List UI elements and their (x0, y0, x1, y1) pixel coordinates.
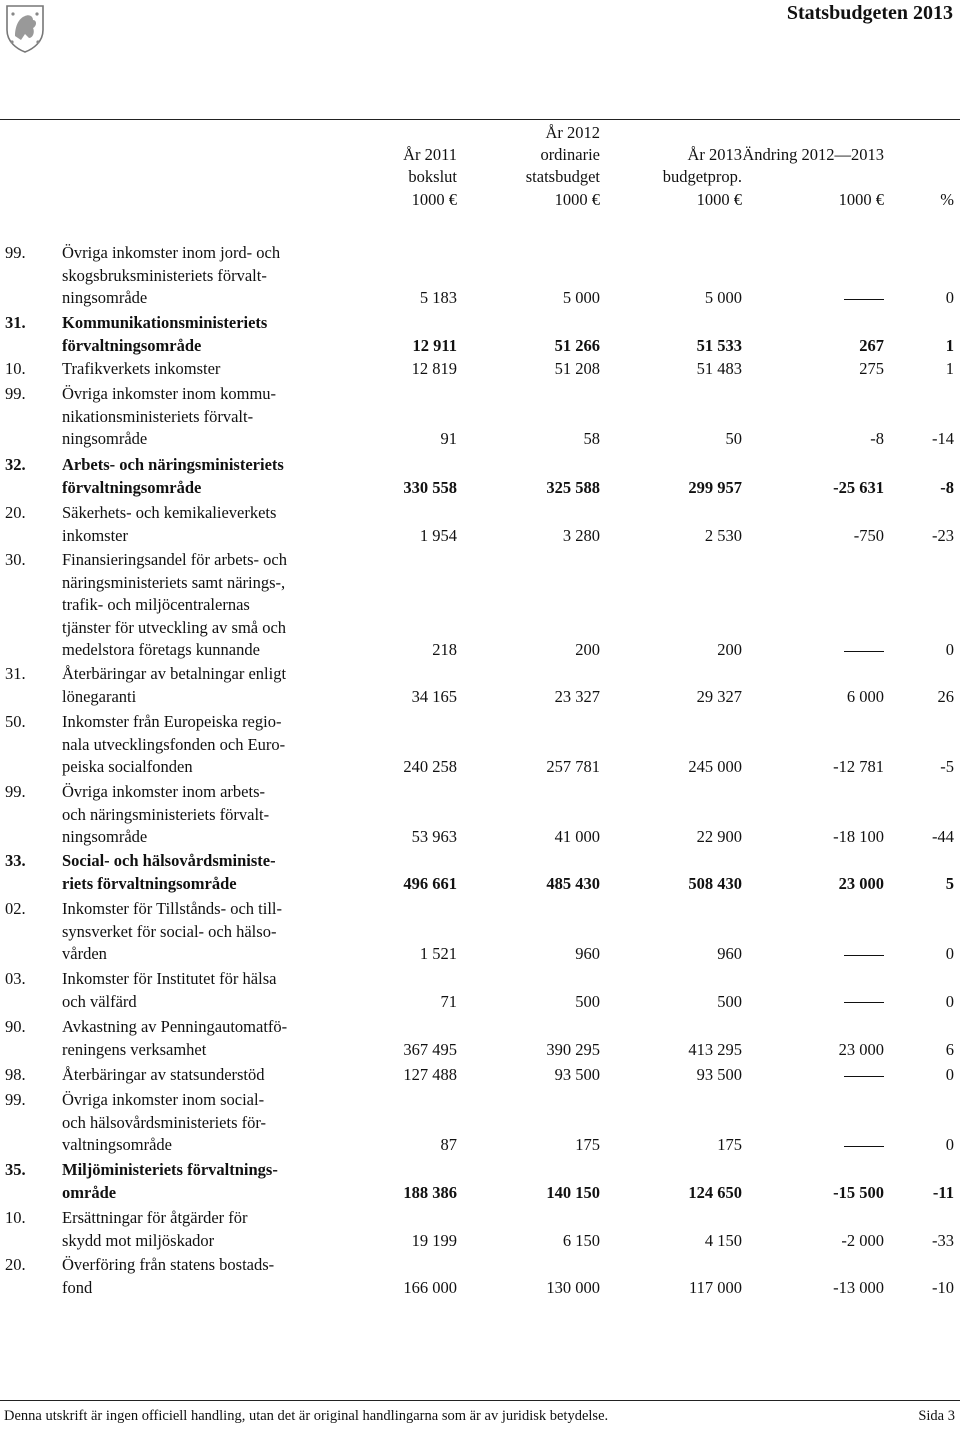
row-number: 99. (5, 384, 26, 403)
row-label-line: Finansieringsandel för arbets- och (62, 550, 287, 569)
cell-value: 5 183 (419, 288, 457, 308)
row-label-line: riets förvaltningsområde (62, 873, 237, 893)
cell-value: 200 (575, 640, 600, 660)
row-label-line: inkomster (62, 525, 128, 545)
cell-value: 257 781 (546, 757, 600, 777)
row-label-line: peiska socialfonden (62, 757, 193, 777)
cell-value: 0 (945, 991, 954, 1011)
row-number: 99. (5, 1090, 26, 1109)
row-label (62, 1065, 392, 1088)
cell-value: -23 (932, 525, 954, 545)
row-label-line: valtningsområde (62, 1135, 172, 1155)
cell-value: 53 963 (411, 827, 457, 847)
cell-value: 166 000 (403, 1277, 457, 1297)
coat-of-arms-logo (3, 2, 47, 54)
cell-value: 267 (859, 335, 884, 355)
dash-value (844, 1135, 884, 1155)
row-label (62, 712, 392, 780)
column-header (663, 144, 742, 211)
cell-value: 12 911 (412, 335, 457, 355)
dash-value (844, 944, 884, 964)
cell-value: -2 000 (841, 1230, 884, 1250)
cell-value: 93 500 (554, 1065, 600, 1084)
row-label-line: Inkomster för Tillstånds- och till- (62, 899, 282, 918)
cell-value: 23 000 (838, 1039, 884, 1059)
row-label-line: skogsbruksministeriets förvalt- (62, 265, 267, 285)
row-label-line: och välfärd (62, 991, 137, 1011)
row-number: 31. (5, 313, 26, 332)
row-number: 99. (5, 782, 26, 801)
cell-value: 299 957 (688, 477, 742, 497)
row-label (62, 503, 392, 548)
row-label-line: ningsområde (62, 288, 148, 308)
row-label-line: Arbets- och näringsministeriets (62, 455, 284, 474)
row-label (62, 969, 392, 1014)
cell-value: 367 495 (403, 1039, 457, 1059)
row-label-line: Återbäringar av betalningar enligt (62, 664, 287, 683)
cell-value: -44 (932, 827, 954, 847)
row-label (62, 851, 392, 896)
cell-value: 51 533 (696, 335, 742, 355)
row-label-line: fond (62, 1277, 93, 1297)
column-header-line: statsbudget (525, 167, 600, 187)
cell-value: -18 100 (833, 827, 884, 847)
row-label-line: nikationsministeriets förvalt- (62, 406, 254, 426)
cell-value: 91 (440, 429, 457, 449)
row-label (62, 782, 392, 850)
row-number: 20. (5, 503, 26, 522)
row-number: 10. (5, 359, 26, 378)
row-label (62, 1017, 392, 1062)
row-number: 35. (5, 1160, 26, 1179)
row-label-line: ningsområde (62, 429, 148, 449)
cell-value: -13 000 (833, 1277, 884, 1297)
cell-value: 6 000 (846, 686, 884, 706)
column-header-line: budgetprop. (662, 167, 742, 187)
column-header (403, 144, 457, 211)
row-label-line: reningens verksamhet (62, 1039, 207, 1059)
row-label (62, 384, 392, 452)
cell-value: 124 650 (688, 1182, 742, 1202)
row-label (62, 1208, 392, 1253)
row-label (62, 664, 392, 709)
row-label-line: Överföring från statens bostads- (62, 1255, 275, 1274)
cell-value: 29 327 (696, 686, 742, 706)
cell-value: 5 000 (704, 288, 742, 308)
row-label (62, 1160, 392, 1205)
dash-line (844, 651, 884, 652)
cell-value: -750 (853, 525, 884, 545)
row-label-line: synsverket för social- och hälso- (62, 921, 277, 941)
footer-disclaimer: Denna utskrift är ingen officiell handling, utan det är original handlingarna som är av juridisk betydelse. (4, 1408, 609, 1424)
row-label-line: ningsområde (62, 827, 148, 847)
row-label-line: Social- och hälsovårdsministe- (62, 851, 276, 870)
cell-value: 34 165 (411, 686, 457, 706)
dash-line (844, 1146, 884, 1147)
row-label-line: och hälsovårdsministeriets för- (62, 1112, 267, 1132)
row-number: 98. (5, 1065, 26, 1084)
row-label (62, 243, 392, 311)
cell-value: 275 (859, 359, 884, 378)
row-label-line: trafik- och miljöcentralernas (62, 595, 250, 615)
column-header-line: År 2012 (545, 122, 600, 142)
cell-value: 26 (937, 686, 954, 706)
column-header-line: År 2013 (687, 145, 742, 165)
row-label-line: Inkomster för Institutet för hälsa (62, 969, 277, 988)
row-label (62, 313, 392, 358)
cell-value: 22 900 (696, 827, 742, 847)
cell-value: 390 295 (546, 1039, 600, 1059)
cell-value: -11 (932, 1182, 954, 1202)
column-header-line: År 2011 (403, 145, 457, 165)
cell-value: 58 (583, 429, 600, 449)
column-header-line (742, 166, 884, 188)
cell-value: -10 (932, 1277, 954, 1297)
row-label-line: Säkerhets- och kemikalieverkets (62, 503, 277, 522)
cell-value: 51 266 (554, 335, 600, 355)
cell-value: 1 (945, 359, 954, 378)
row-number: 30. (5, 550, 26, 569)
row-number: 33. (5, 851, 26, 870)
dash-value (844, 1065, 884, 1085)
cell-value: 1 (945, 335, 954, 355)
cell-value: 87 (440, 1135, 457, 1155)
cell-value: 496 661 (403, 873, 457, 893)
footer-divider (0, 1400, 960, 1401)
row-label-line: näringsministeriets samt närings-, (62, 572, 286, 592)
cell-value: 12 819 (411, 359, 457, 378)
row-number: 50. (5, 712, 26, 731)
row-label (62, 1255, 392, 1300)
dash-line (844, 955, 884, 956)
column-header-line: % (940, 189, 954, 209)
cell-value: -5 (940, 757, 954, 777)
cell-value: 4 150 (704, 1230, 742, 1250)
cell-value: 50 (725, 429, 742, 449)
page-number: Sida 3 (918, 1408, 955, 1424)
cell-value: 200 (717, 640, 742, 660)
cell-value: 0 (945, 640, 954, 660)
cell-value: 71 (440, 991, 457, 1011)
row-label (62, 550, 392, 663)
header-divider (0, 119, 960, 120)
cell-value: -33 (932, 1230, 954, 1250)
row-label-line: Övriga inkomster inom jord- och (62, 243, 281, 262)
cell-value: -8 (870, 429, 884, 449)
cell-value: 19 199 (411, 1230, 457, 1250)
cell-value: 500 (717, 991, 742, 1011)
cell-value: -12 781 (833, 757, 884, 777)
cell-value: 23 327 (554, 686, 600, 706)
page-title: Statsbudgeten 2013 (786, 2, 953, 24)
column-header (742, 144, 884, 211)
cell-value: 175 (575, 1135, 600, 1155)
row-label-line: Kommunikationsministeriets (62, 313, 268, 332)
row-label-line: Ersättningar för åtgärder för (62, 1208, 248, 1227)
row-label-line: vården (62, 944, 107, 964)
cell-value: 51 483 (696, 359, 742, 378)
row-number: 90. (5, 1017, 26, 1036)
row-label-line: förvaltningsområde (62, 335, 202, 355)
cell-value: 500 (575, 991, 600, 1011)
dash-value (844, 288, 884, 308)
column-header (940, 189, 954, 211)
row-number: 03. (5, 969, 26, 988)
row-label-line: medelstora företags kunnande (62, 640, 260, 660)
cell-value: 508 430 (688, 873, 742, 893)
row-number: 02. (5, 899, 26, 918)
row-label-line: Övriga inkomster inom kommu- (62, 384, 277, 403)
cell-value: 127 488 (403, 1065, 457, 1084)
row-number: 10. (5, 1208, 26, 1227)
cell-value: 413 295 (688, 1039, 742, 1059)
cell-value: -8 (940, 477, 954, 497)
cell-value: 0 (945, 288, 954, 308)
dash-line (844, 299, 884, 300)
row-label-line: skydd mot miljöskador (62, 1230, 215, 1250)
row-label-line: lönegaranti (62, 686, 137, 706)
row-label-line: Återbäringar av statsunderstöd (62, 1065, 265, 1084)
row-label-line: Avkastning av Penningautomatfö- (62, 1017, 288, 1036)
row-label-line: förvaltningsområde (62, 477, 202, 497)
cell-value: 2 530 (704, 525, 742, 545)
dash-value (844, 640, 884, 660)
dash-value (844, 992, 884, 1012)
cell-value: 960 (717, 944, 742, 964)
cell-value: 51 208 (554, 359, 600, 378)
row-label-line: område (62, 1182, 117, 1202)
cell-value: 117 000 (688, 1277, 742, 1297)
cell-value: 23 000 (838, 873, 884, 893)
cell-value: -14 (932, 429, 954, 449)
column-header-line: 1000 € (696, 189, 742, 209)
row-number: 31. (5, 664, 26, 683)
column-header-line: ordinarie (540, 145, 600, 165)
cell-value: 175 (717, 1135, 742, 1155)
row-label-line: Övriga inkomster inom social- (62, 1090, 265, 1109)
dash-line (844, 1002, 884, 1003)
column-header-line: 1000 € (838, 189, 884, 209)
row-label (62, 1090, 392, 1158)
row-label (62, 899, 392, 967)
cell-value: 5 (945, 873, 954, 893)
row-number: 32. (5, 455, 26, 474)
cell-value: 0 (945, 944, 954, 964)
cell-value: -15 500 (833, 1182, 884, 1202)
row-label-line: och näringsministeriets förvalt- (62, 804, 270, 824)
row-label-line: Trafikverkets inkomster (62, 359, 221, 378)
cell-value: 218 (432, 640, 457, 660)
cell-value: 240 258 (403, 757, 457, 777)
cell-value: 6 150 (562, 1230, 600, 1250)
cell-value: 5 000 (562, 288, 600, 308)
cell-value: 130 000 (546, 1277, 600, 1297)
cell-value: 1 521 (419, 944, 457, 964)
row-label-line: Miljöministeriets förvaltnings- (62, 1160, 278, 1179)
row-label-line: Övriga inkomster inom arbets- (62, 782, 265, 801)
column-header (526, 122, 600, 211)
row-label-line: Inkomster från Europeiska regio- (62, 712, 282, 731)
row-label-line: tjänster för utveckling av små och (62, 617, 287, 637)
row-label (62, 455, 392, 500)
cell-value: 325 588 (546, 477, 600, 497)
cell-value: -25 631 (833, 477, 884, 497)
cell-value: 3 280 (562, 525, 600, 545)
cell-value: 330 558 (403, 477, 457, 497)
row-label-line: nala utvecklingsfonden och Euro- (62, 734, 286, 754)
row-label (62, 359, 392, 382)
dash-line (844, 1076, 884, 1077)
cell-value: 188 386 (403, 1182, 457, 1202)
cell-value: 93 500 (696, 1065, 742, 1084)
cell-value: 6 (945, 1039, 954, 1059)
column-header-line: 1000 € (554, 189, 600, 209)
cell-value: 41 000 (554, 827, 600, 847)
cell-value: 1 954 (419, 525, 457, 545)
column-header-line: bokslut (408, 167, 457, 187)
column-header-line: Ändring 2012—2013 (742, 145, 884, 165)
row-number: 20. (5, 1255, 26, 1274)
cell-value: 485 430 (546, 873, 600, 893)
cell-value: 245 000 (688, 757, 742, 777)
cell-value: 0 (945, 1065, 954, 1084)
cell-value: 0 (945, 1135, 954, 1155)
column-header-line: 1000 € (411, 189, 457, 209)
cell-value: 960 (575, 944, 600, 964)
cell-value: 140 150 (546, 1182, 600, 1202)
row-number: 99. (5, 243, 26, 262)
